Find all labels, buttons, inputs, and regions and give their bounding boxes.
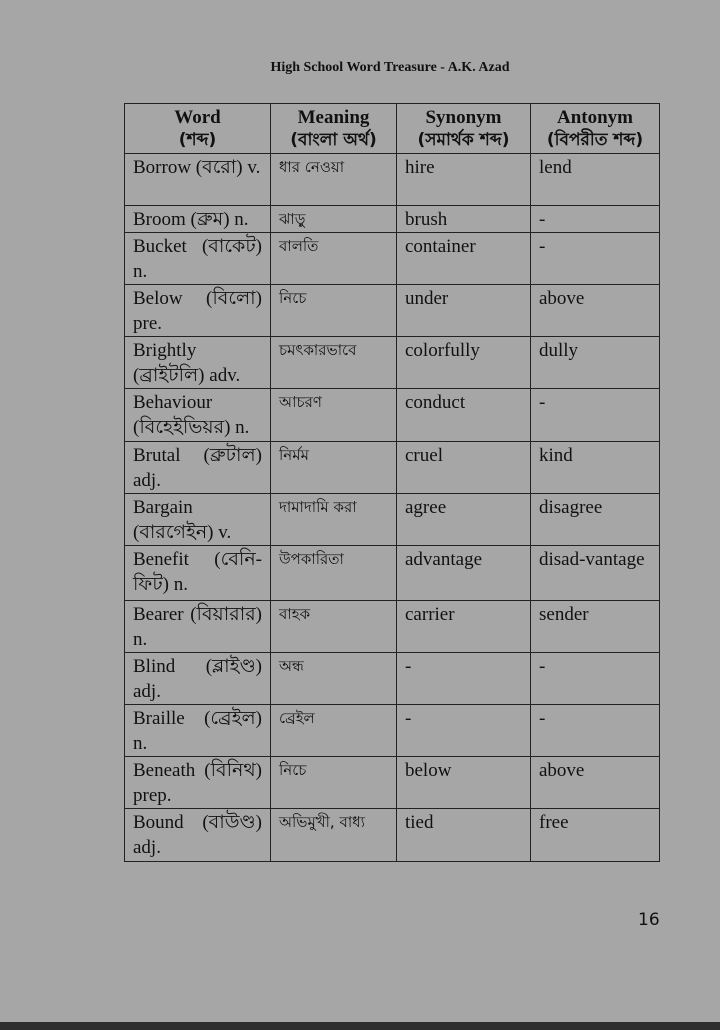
table-row	[125, 233, 660, 285]
synonym-cell: carrier	[397, 601, 531, 653]
meaning-cell: চমৎকারভাবে	[271, 337, 397, 389]
table-row	[125, 285, 660, 337]
word-cell: Borrow (বরো) v.	[125, 154, 271, 206]
synonym-cell: colorfully	[397, 337, 531, 389]
meaning-cell: বালতি	[271, 233, 397, 285]
table-header-row	[125, 104, 660, 154]
table-row	[125, 809, 660, 862]
table-row	[125, 601, 660, 653]
page-number: 16	[638, 910, 660, 930]
antonym-cell: -	[531, 233, 660, 285]
synonym-cell: -	[397, 705, 531, 757]
antonym-cell: -	[531, 705, 660, 757]
synonym-cell: under	[397, 285, 531, 337]
antonym-cell: -	[531, 206, 660, 233]
antonym-cell: -	[531, 389, 660, 442]
word-cell: Bucket (বাকেট) n.	[125, 233, 271, 285]
column-header-subtitle: (বিপরীত শব্দ)	[546, 130, 644, 150]
word-cell: Bearer (বিয়ারার) n.	[125, 601, 271, 653]
word-cell: Brutal (ব্রুটাল) adj.	[125, 442, 271, 494]
column-header-title: Antonym	[556, 107, 633, 128]
meaning-cell: বাহক	[271, 601, 397, 653]
word-cell: Broom (ব্রুম) n.	[125, 206, 271, 233]
vocabulary-table	[124, 103, 660, 862]
antonym-cell: dully	[531, 337, 660, 389]
antonym-cell: free	[531, 809, 660, 862]
meaning-cell: অন্ধ	[271, 653, 397, 705]
table-row	[125, 705, 660, 757]
meaning-cell: নিচে	[271, 757, 397, 809]
column-header-title: Meaning	[297, 107, 370, 128]
synonym-cell: -	[397, 653, 531, 705]
table-row	[125, 494, 660, 546]
antonym-cell: sender	[531, 601, 660, 653]
word-cell: Beneath (বিনিথ) prep.	[125, 757, 271, 809]
synonym-cell: cruel	[397, 442, 531, 494]
meaning-cell: অভিমুখী, বাধ্য	[271, 809, 397, 862]
synonym-cell: conduct	[397, 389, 531, 442]
antonym-cell: disagree	[531, 494, 660, 546]
word-cell: Brightly (ব্রাইটলি) adv.	[125, 337, 271, 389]
synonym-cell: agree	[397, 494, 531, 546]
table-row	[125, 442, 660, 494]
meaning-cell: ধার নেওয়া	[271, 154, 397, 206]
meaning-cell: আচরণ	[271, 389, 397, 442]
meaning-cell: দামাদামি করা	[271, 494, 397, 546]
synonym-cell: container	[397, 233, 531, 285]
antonym-cell: kind	[531, 442, 660, 494]
word-cell: Bound (বাউণ্ড) adj.	[125, 809, 271, 862]
meaning-cell: ব্রেইল	[271, 705, 397, 757]
page-header	[0, 60, 720, 76]
table-row	[125, 206, 660, 233]
column-header-title: Word	[174, 107, 221, 128]
column-header-synonym	[397, 104, 531, 154]
table-row	[125, 389, 660, 442]
column-header-title: Synonym	[425, 107, 502, 128]
meaning-cell: ঝাড়ু	[271, 206, 397, 233]
column-header-antonym	[531, 104, 660, 154]
word-cell: Benefit (বেনি-ফিট) n.	[125, 546, 271, 601]
synonym-cell: brush	[397, 206, 531, 233]
column-header-subtitle: (বাংলা অর্থ)	[290, 130, 377, 150]
word-cell: Below (বিলো) pre.	[125, 285, 271, 337]
table-row	[125, 546, 660, 601]
antonym-cell: -	[531, 653, 660, 705]
table-row	[125, 154, 660, 206]
antonym-cell: lend	[531, 154, 660, 206]
word-cell: Blind (ব্লাইণ্ড) adj.	[125, 653, 271, 705]
bottom-bar	[0, 1022, 720, 1030]
table-row	[125, 653, 660, 705]
table-body	[125, 154, 660, 862]
meaning-cell: নির্মম	[271, 442, 397, 494]
antonym-cell: above	[531, 285, 660, 337]
synonym-cell: below	[397, 757, 531, 809]
synonym-cell: hire	[397, 154, 531, 206]
word-cell: Bargain (বারগেইন) v.	[125, 494, 271, 546]
column-header-subtitle: (শব্দ)	[178, 130, 217, 150]
antonym-cell: above	[531, 757, 660, 809]
table-row	[125, 337, 660, 389]
antonym-cell: disad-vantage	[531, 546, 660, 601]
meaning-cell: নিচে	[271, 285, 397, 337]
word-cell: Behaviour (বিহেইভিয়র) n.	[125, 389, 271, 442]
column-header-meaning	[271, 104, 397, 154]
table-row	[125, 757, 660, 809]
book-title: High School Word Treasure - A.K. Azad	[270, 60, 510, 75]
synonym-cell: tied	[397, 809, 531, 862]
synonym-cell: advantage	[397, 546, 531, 601]
word-cell: Braille (ব্রেইল) n.	[125, 705, 271, 757]
column-header-word	[125, 104, 271, 154]
meaning-cell: উপকারিতা	[271, 546, 397, 601]
column-header-subtitle: (সমার্থক শব্দ)	[417, 130, 510, 150]
